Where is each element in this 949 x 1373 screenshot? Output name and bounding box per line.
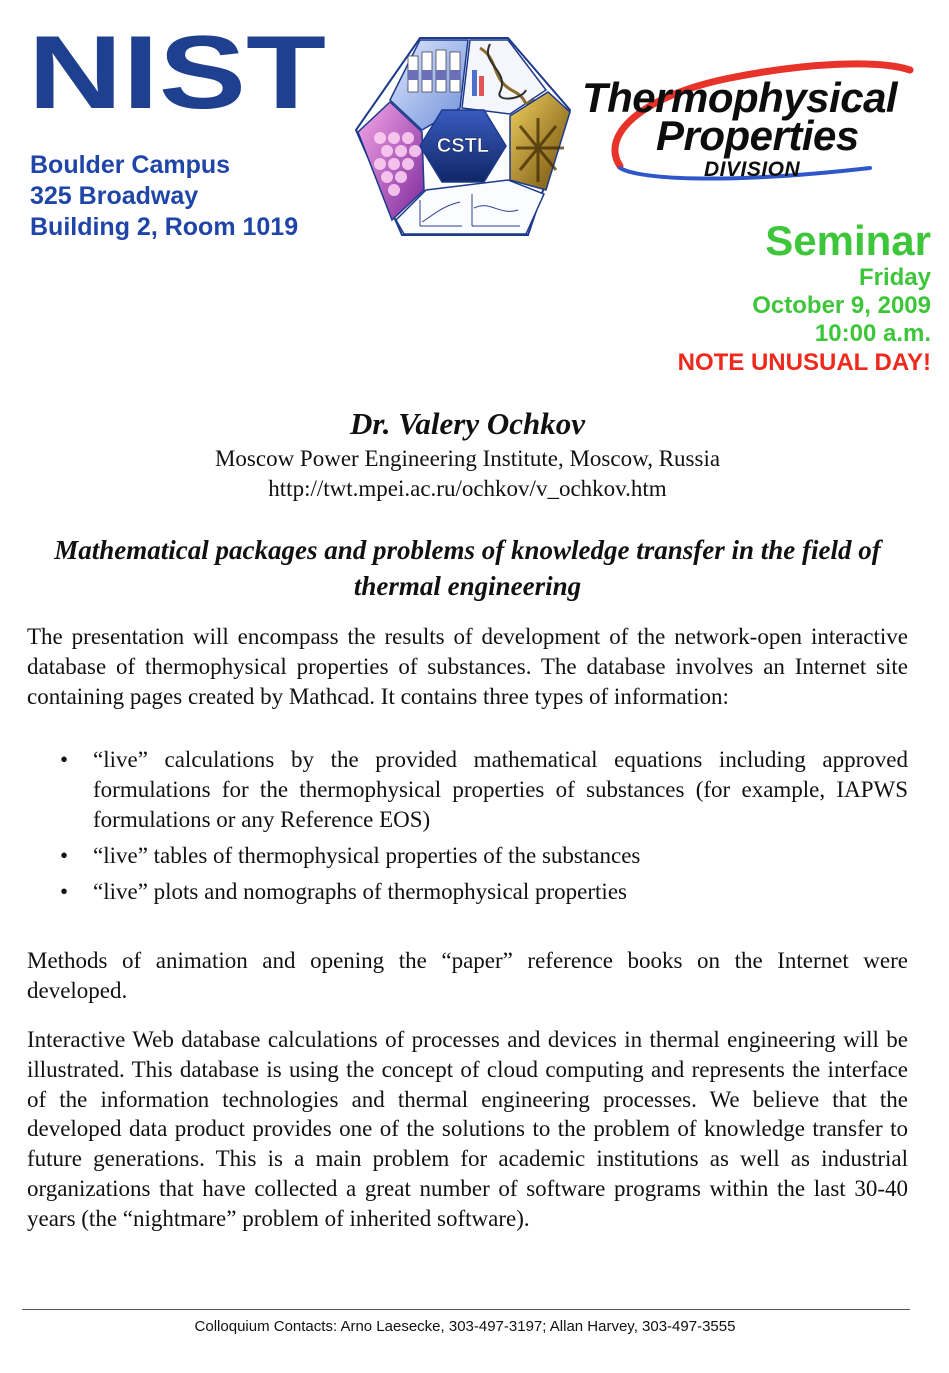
abstract-paragraph-2: Methods of animation and opening the “paper” reference books on the Internet were developed. bbox=[27, 948, 908, 1003]
cstl-label: CSTL bbox=[436, 135, 490, 157]
footer-divider bbox=[22, 1309, 910, 1310]
list-item-text: “live” tables of thermophysical properties of the substances bbox=[93, 843, 641, 868]
seminar-title: Seminar bbox=[765, 217, 931, 264]
talk-title: Mathematical packages and problems of knowledge transfer in the field of thermal engineering bbox=[54, 535, 881, 601]
speaker-info bbox=[0, 404, 935, 504]
seminar-day: Friday bbox=[858, 264, 931, 291]
bullet-icon: • bbox=[60, 879, 69, 904]
seminar-date: October 9, 2009 bbox=[752, 292, 931, 319]
list-item bbox=[60, 877, 908, 907]
nist-logo bbox=[28, 30, 328, 114]
list-item-text: “live” plots and nomographs of thermophysical properties bbox=[93, 879, 627, 904]
division-title-line3: DIVISION bbox=[704, 158, 801, 181]
campus-address bbox=[30, 150, 298, 243]
nist-logo-text: NIST bbox=[28, 30, 326, 114]
abstract-paragraph-1: The presentation will encompass the results of development of the network-open interactive database of thermophysical properties of substances. The database involves an Internet site containing pages created by Mathcad. It contains three types of information: bbox=[27, 624, 908, 709]
division-title-line1: Thermophysical bbox=[582, 74, 898, 121]
campus-name: Boulder Campus bbox=[30, 151, 231, 179]
speaker-name: Dr. Valery Ochkov bbox=[349, 406, 586, 441]
list-item bbox=[60, 841, 908, 871]
speaker-url: http://twt.mpei.ac.ru/ochkov/v_ochkov.htm bbox=[268, 476, 667, 501]
campus-street: 325 Broadway bbox=[30, 182, 199, 210]
seminar-time: 10:00 a.m. bbox=[814, 320, 931, 347]
abstract-paragraph-3: Interactive Web database calculations of processes and devices in thermal engineering will be illustrated. This database is using the concept of cloud computing and represents the interface of the information technologies and thermal engineering processes. We believe that the developed data product provides one of the solutions to the problem of knowledge transfer to future generations. This is a main problem for academic institutions as well as industrial organizations that have collected a great number of software programs within the last 30-40 years (the “nightmare” problem of inherited software). bbox=[27, 1027, 908, 1231]
campus-room: Building 2, Room 1019 bbox=[30, 213, 299, 241]
footer-contacts: Colloquium Contacts: Arno Laesecke, 303-497-3197; Allan Harvey, 303-497-3555 bbox=[194, 1318, 736, 1335]
list-item-text: “live” calculations by the provided mathematical equations including approved formulations for the thermophysical properties of substances (for example, IAPWS formulations or any Reference EOS) bbox=[93, 747, 908, 832]
cstl-hexagon-graphic bbox=[350, 30, 580, 248]
information-types-list bbox=[60, 745, 908, 913]
bullet-icon: • bbox=[60, 747, 69, 772]
thermophysical-properties-division-logo bbox=[580, 56, 935, 186]
list-item bbox=[60, 745, 908, 835]
seminar-info bbox=[678, 218, 931, 378]
speaker-affiliation: Moscow Power Engineering Institute, Moscow, Russia bbox=[214, 446, 721, 471]
bullet-icon: • bbox=[60, 843, 69, 868]
seminar-note: NOTE UNUSUAL DAY! bbox=[677, 349, 931, 376]
division-title-line2: Properties bbox=[656, 112, 859, 159]
